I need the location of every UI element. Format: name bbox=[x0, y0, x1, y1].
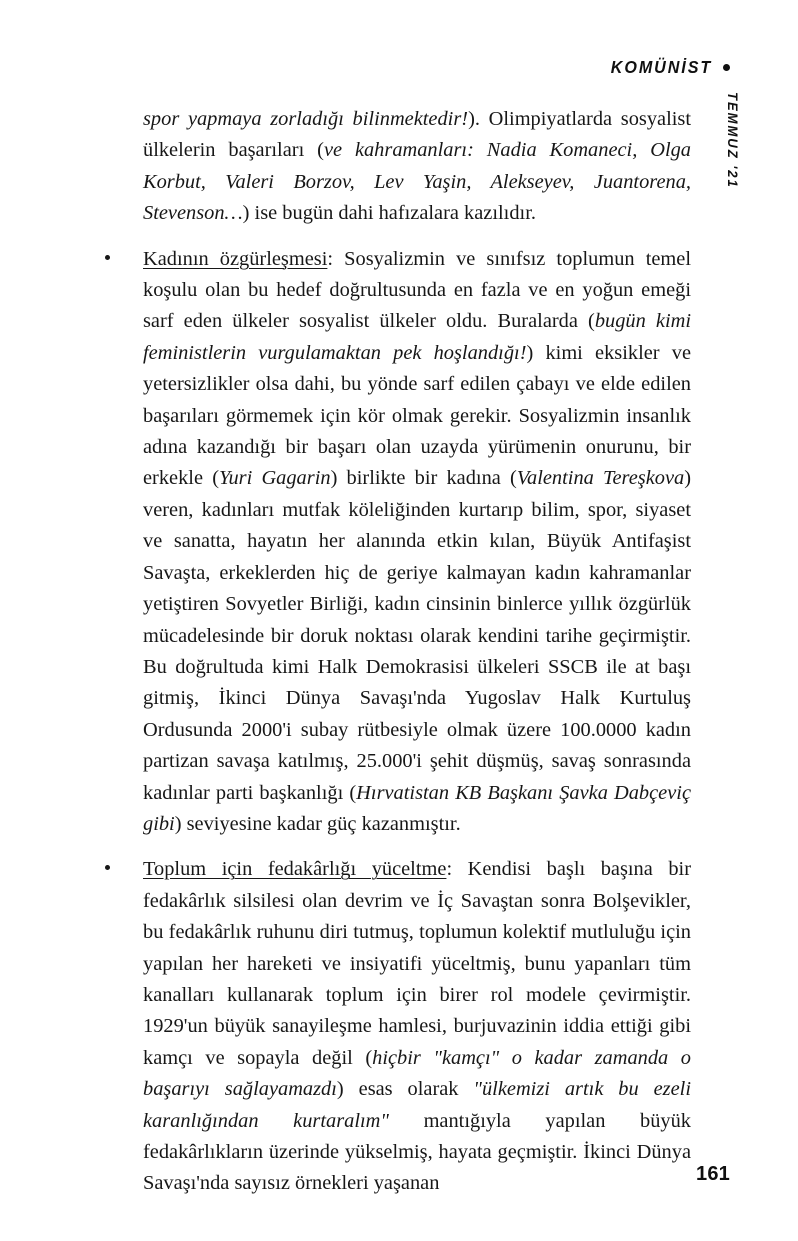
text-column bbox=[143, 104, 691, 1200]
bullet-italic-2: "ülkemizi artık bu ezeli karanlığından kurtaralım" bbox=[143, 1078, 691, 1132]
lead-italic-names: ve kahramanları: Nadia Komaneci, Olga Korbut, Valeri Borzov, Lev Yaşin, Alekseyev, Juantorena, Stevenson… bbox=[143, 139, 691, 225]
bullet-italic-1: hiçbir "kamçı" o kadar zamanda o başarıyı sağlayamazdı bbox=[143, 1046, 691, 1101]
bullet-italic-3: Valentina Tereşkova bbox=[516, 467, 685, 490]
bullet-segment-4: ) veren, kadınları mutfak köleliğinden kurtarıp bilim, spor, siyaset ve sanatta, hayatın her alanında etkin kılan, Büyük Antifaşist Savaşta, erkeklerden hiç de geriye kalmayan kadın kahramanlar yetiştiren Sovyetler Birliği, kadın cinsinin binlerce yıllık özgürlük mücadelesinde bir doruk noktası olarak kendini tarihe geçirmiştir. Bu doğrultuda kimi Halk Demokrasisi ülkeleri SSCB ile at başı gitmiş, İkinci Dünya Savaşı'nda Yugoslav Halk Kurtuluş Ordusunda 2000'i subay rütbesiyle olmak üzere 100.0000 kadın partizan savaşa katılmış, 25.000'i şehit düşmüş, savaş sonrasında kadınlar parti başkanlığı ( bbox=[143, 467, 691, 804]
lead-italic-opening: spor yapmaya zorladığı bilinmektedir! bbox=[143, 108, 469, 130]
bullet-italic-1: bugün kimi feministlerin vurgulamaktan pek hoşlandığı! bbox=[143, 310, 692, 364]
bullet-dot-icon bbox=[723, 64, 730, 71]
lead-text-1: ). Olimpiyatlarda sosyalist ülkelerin başarıları ( bbox=[143, 108, 692, 162]
bullet-point-icon bbox=[105, 255, 110, 260]
bullet-segment-1: : Kendisi başlı başına bir fedakârlık silsilesi olan devrim ve İç Savaştan sonra Bolşevikler, bu fedakârlık ruhunu diri tutmuş, toplumun kolektif mutluluğu için yapılan her hareketi ve insiyatifi yüceltmiş, bunu yapanları tüm kanalları kullanarak toplum için birer rol modele çevirmiştir. 1929'un büyük sanayileşme hamlesi, burjuvazinin iddia ettiği gibi kamçı ve sopayla değil ( bbox=[143, 858, 692, 1069]
bullet-paragraph bbox=[143, 854, 691, 1199]
bullet-item-womens-emancipation bbox=[143, 244, 691, 841]
bullet-item-self-sacrifice bbox=[143, 854, 691, 1199]
bullet-segment-3: mantığıyla yapılan büyük fedakârlıkların üzerinde yükselmiş, hayata geçmiştir. İkinci Dünya Savaşı'nda sayısız örnekleri yaşanan bbox=[143, 1109, 691, 1195]
running-head-title: KOMÜNİST bbox=[610, 57, 712, 77]
bullet-paragraph bbox=[143, 244, 691, 841]
bullet-point-icon bbox=[105, 865, 110, 870]
bullet-segment-2: ) esas olarak bbox=[336, 1078, 474, 1101]
running-head bbox=[602, 57, 730, 78]
bullet-italic-4: Hırvatistan KB Başkanı Şavka Dabçeviç gibi bbox=[143, 781, 691, 835]
lead-paragraph bbox=[143, 104, 691, 230]
bullet-segment-3: ) birlikte bir kadına ( bbox=[330, 467, 517, 490]
bullet-italic-2: Yuri Gagarin bbox=[218, 467, 331, 490]
bullet-segment-1: : Sosyalizmin ve sınıfsız toplumun temel koşulu olan bu hedef doğrultusunda en fazla ve en yoğun emeği sarf eden ülkeler sosyalist ülkeler oldu. Buralarda ( bbox=[143, 247, 691, 333]
vertical-date-label: TEMMUZ '21 bbox=[725, 92, 740, 189]
page-number: 161 bbox=[696, 1163, 730, 1185]
bullet-segment-2: ) kimi eksikler ve yetersizlikler olsa dahi, bu yönde sarf edilen çabayı ve elde edilen başarıları görmemek için kör olmak gerekir. Sosyalizmin insanlık adına kazandığı bir başarı olan uzayda yürümenin onurunu, bir erkekle ( bbox=[143, 341, 691, 490]
bullet-segment-5: ) seviyesine kadar güç kazanmıştır. bbox=[174, 812, 461, 835]
bullet-heading: Toplum için fedakârlığı yüceltme bbox=[143, 858, 447, 881]
bullet-heading: Kadının özgürleşmesi bbox=[143, 247, 328, 270]
lead-text-2: ) ise bugün dahi hafızalara kazılıdır. bbox=[242, 202, 536, 225]
